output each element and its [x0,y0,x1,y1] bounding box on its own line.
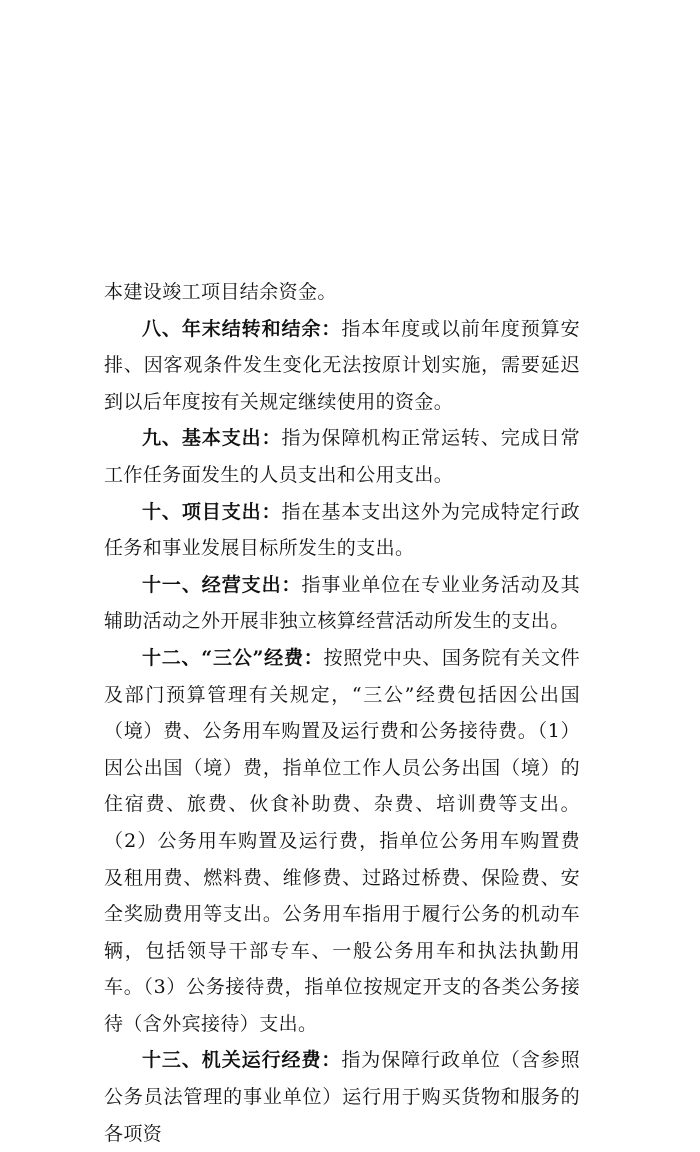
paragraph-text: 指在基本支出这外为完成特定行政任务和事业发展目标所发生的支出。 [104,500,580,560]
paragraph-basic-expenditure [104,420,580,493]
paragraph-agency-operating-funds [104,1042,580,1152]
paragraph-text: 指本年度或以前年度预算安排、因客观条件发生变化无法按原计划实施，需要延迟到以后年度按有关规定继续使用的资金。 [104,317,580,413]
paragraph-text: 指为保障机构正常运转、完成日常工作任务面发生的人员支出和公用支出。 [104,427,580,486]
paragraph-continuation [104,274,580,311]
document-body [104,274,580,1152]
term-heading: 十二、“三公”经费： [142,646,324,669]
term-heading: 九、基本支出： [142,427,282,450]
term-heading: 八、年末结转和结余： [142,317,342,340]
paragraph-text: 指为保障行政单位（含参照公务员法管理的事业单位）运行用于购买货物和服务的各项资 [104,1049,580,1145]
paragraph-project-expenditure [104,494,580,567]
paragraph-operating-expenditure [104,567,580,640]
paragraph-year-end-balance [104,311,580,421]
paragraph-text: 指事业单位在专业业务活动及其辅助活动之外开展非独立核算经营活动所发生的支出。 [104,573,580,633]
term-heading: 十一、经营支出： [142,573,302,596]
paragraph-text: 本建设竣工项目结余资金。 [104,281,337,303]
term-heading: 十三、机关运行经费： [142,1049,342,1072]
paragraph-three-public-expenses [104,640,580,1043]
paragraph-text: 按照党中央、国务院有关文件及部门预算管理有关规定，“三公”经费包括因公出国（境）费、公务用车购置及运行费和公务接待费。（1）因公出国（境）费，指单位工作人员公务出国（境）的住宿费、旅费、伙食补助费、杂费、培训费等支出。（2）公务用车购置及运行费，指单位公务用车购置费及租用费、燃料费、维修费、过路过桥费、保险费、安全奖励费用等支出。公务用车指用于履行公务的机动车辆，包括领导干部专车、一般公务用车和执法执勤用车。（3）公务接待费，指单位按规定开支的各类公务接待（含外宾接待）支出。 [104,646,580,1035]
term-heading: 十、项目支出： [142,500,282,523]
